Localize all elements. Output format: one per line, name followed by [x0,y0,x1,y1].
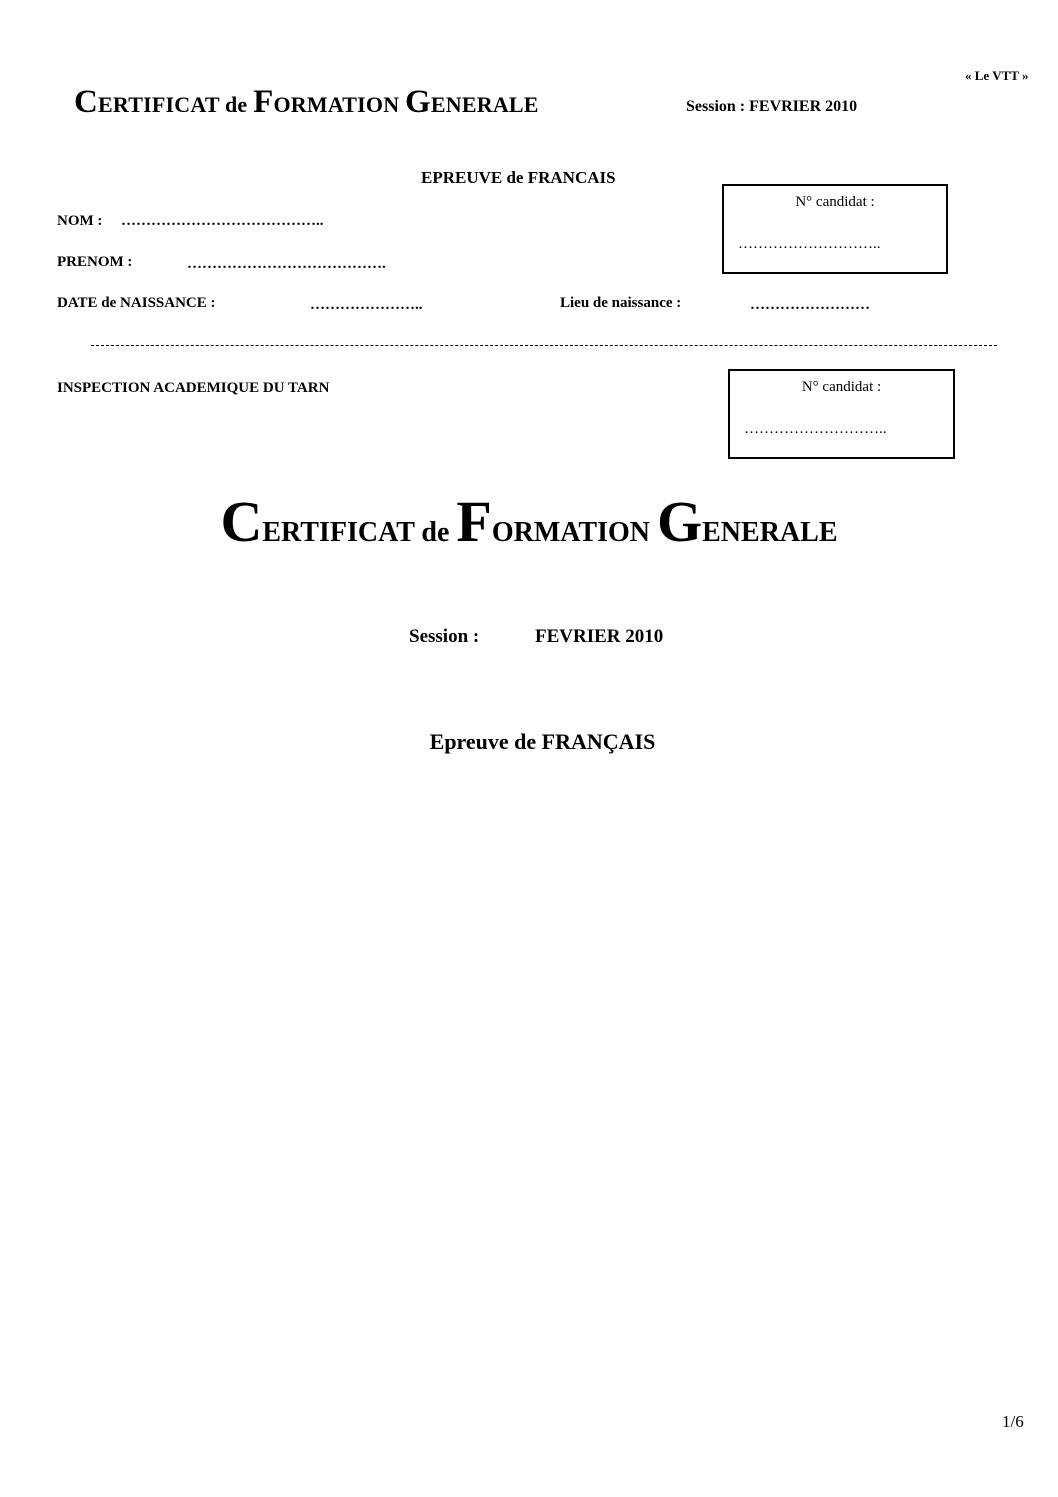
main-title-rest-1: ERTIFICAT de [262,517,457,548]
header-title-cap-3: G [405,84,431,120]
main-title-cap-2: F [456,489,492,554]
date-naissance-label: DATE de NAISSANCE : [57,295,216,311]
prenom-label: PRENOM : [57,254,133,270]
header-title-cap-2: F [253,84,274,120]
epreuve-heading: EPREUVE de FRANCAIS [421,168,616,187]
candidate-number-label: N° candidat : [801,379,882,395]
main-title [0,488,1058,555]
main-title-rest-2: ORMATION [491,517,657,548]
header-title-rest-1: ERTIFICAT de [98,92,254,117]
session-value: FEVRIER 2010 [535,626,664,647]
date-naissance-field[interactable]: ………………….. [310,297,423,313]
header-title-cap-1: C [74,84,99,120]
session-label: Session : [409,626,480,647]
prenom-field[interactable]: …………………………………. [187,256,386,272]
main-title-cap-3: G [657,489,703,554]
nom-label: NOM : [57,213,103,229]
header-title [74,84,539,121]
cut-line-divider [91,345,997,346]
candidate-number-box-top[interactable] [722,184,948,274]
inspection-label: INSPECTION ACADEMIQUE DU TARN [57,380,330,396]
candidate-number-label: N° candidat : [795,194,875,210]
lieu-naissance-field[interactable]: …………………… [750,297,870,313]
page-number: 1/6 [1002,1412,1024,1431]
document-tag: « Le VTT » [965,68,1029,83]
lieu-naissance-label: Lieu de naissance : [560,295,682,311]
candidate-number-dots: ……………………….. [744,421,887,437]
header-title-rest-3: ENERALE [430,92,539,117]
main-title-rest-3: ENERALE [702,517,838,548]
header-title-rest-2: ORMATION [273,92,406,117]
header-session: Session : FEVRIER 2010 [686,98,858,115]
nom-field[interactable]: ………………………………….. [121,213,324,229]
epreuve-title: Epreuve de FRANÇAIS [429,729,656,754]
main-title-cap-1: C [220,489,263,554]
candidate-number-dots: ……………………….. [738,236,881,252]
candidate-number-box-bottom[interactable] [728,369,955,459]
